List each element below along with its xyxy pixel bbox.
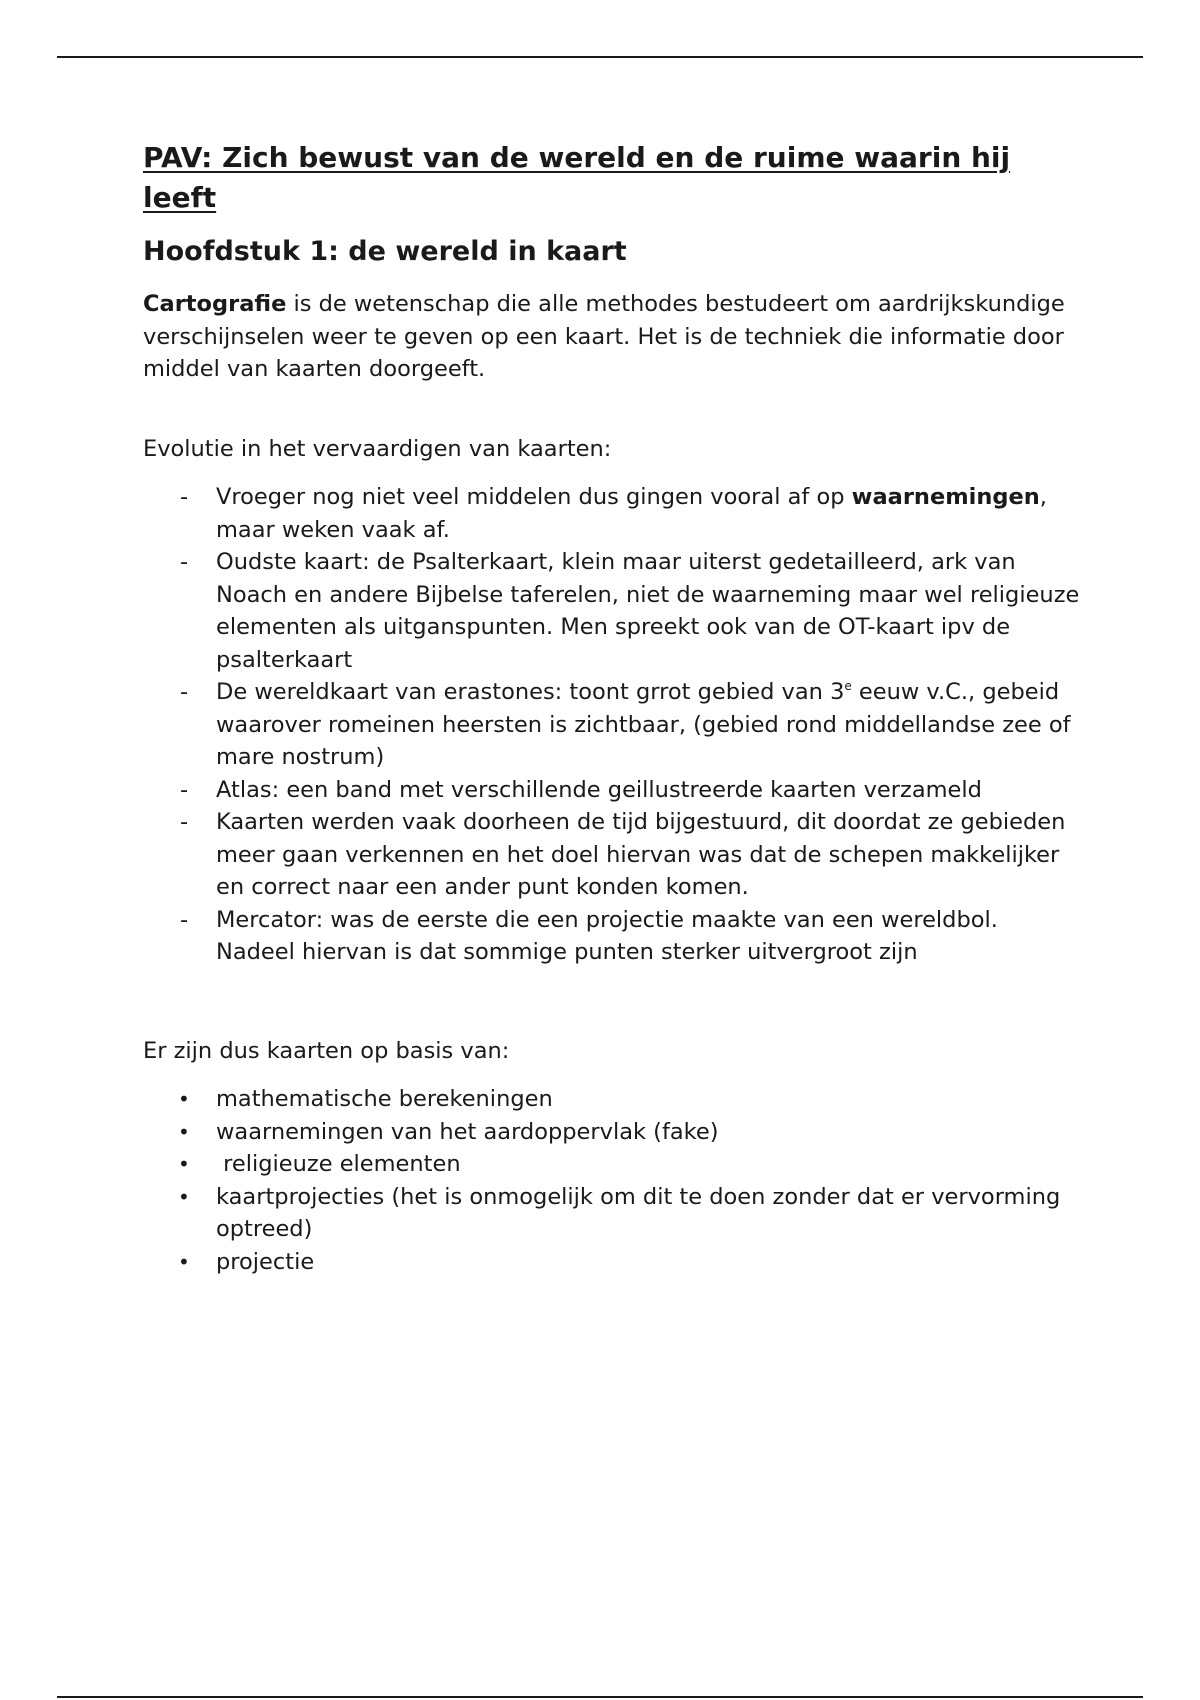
list-item-text: mathematische berekeningen <box>216 1086 553 1112</box>
list-item-text: Atlas: een band met verschillende geillustreerde kaarten verzameld <box>216 776 982 803</box>
dash-marker: - <box>180 679 189 705</box>
list-item-text: Kaarten werden vaak doorheen de tijd bijgestuurd, dit doordat ze gebieden meer gaan verkennen en het doel hiervan was dat de schepen makkelijker en correct naar een ander punt konden komen. <box>216 809 1066 900</box>
bullet-marker: • <box>178 1119 190 1144</box>
list-item-text: Oudste kaart: de Psalterkaart, klein maar uiterst gedetailleerd, ark van Noach en andere Bijbelse taferelen, niet de waarneming maar wel religieuze elementen als uitganspunten. Men spreekt ook van de OT-kaart ipv de psalterkaart <box>216 549 1080 673</box>
page-top-rule <box>57 56 1143 58</box>
bullet-marker: • <box>178 1087 190 1111</box>
list-item-text: , maar weken vaak af. <box>216 484 1047 543</box>
intro-paragraph <box>143 288 1083 386</box>
document-title: PAV: Zich bewust van de wereld en de ruime waarin hij leeft <box>143 141 1011 214</box>
list-item-text: waarnemingen van het aardoppervlak (fake) <box>216 1118 719 1145</box>
dash-marker: - <box>180 776 189 803</box>
bullet-marker: • <box>178 1249 190 1274</box>
list-item <box>143 481 1083 546</box>
list-item-text: Mercator: was de eerste die een projectie maakte van een wereldbol. Nadeel hiervan is dat sommige punten sterker uitvergroot zijn <box>216 906 998 965</box>
page-bottom-rule <box>57 1696 1143 1698</box>
document-body <box>143 138 1083 1278</box>
list-item <box>143 806 1083 904</box>
chapter-title: Hoofdstuk 1: de wereld in kaart <box>143 236 627 267</box>
dash-marker: - <box>180 484 189 510</box>
list-item-text: De wereldkaart van erastones: toont grrot gebied van 3 <box>216 679 845 705</box>
list-item <box>143 676 1083 774</box>
list-item <box>143 1246 1083 1279</box>
list-item-text: religieuze elementen <box>216 1151 461 1177</box>
list-item-bold: waarnemingen <box>851 484 1040 510</box>
superscript: e <box>844 679 852 693</box>
list-item-text: Vroeger nog niet veel middelen dus gingen vooral af op <box>216 484 852 510</box>
intro-text: is de wetenschap die alle methodes bestudeert om aardrijkskundige verschijnselen weer te geven op een kaart. Het is de techniek die informatie door middel van kaarten doorgeeft. <box>143 291 1065 382</box>
dash-marker: - <box>180 906 189 933</box>
list-item <box>143 1083 1083 1116</box>
evolution-list <box>143 481 1083 969</box>
list-item-text: eeuw v.C., gebeid waarover romeinen heersten is zichtbaar, (gebied rond middellandse zee of mare nostrum) <box>216 679 1071 770</box>
list-item <box>143 1148 1083 1181</box>
bullet-marker: • <box>178 1184 190 1209</box>
list-item <box>143 546 1083 676</box>
dash-marker: - <box>180 809 189 835</box>
list-item <box>143 1116 1083 1149</box>
list-item-text: projectie <box>216 1248 315 1275</box>
list-item <box>143 904 1083 969</box>
list-item <box>143 774 1083 807</box>
bullet-marker: • <box>178 1152 190 1176</box>
basis-heading: Er zijn dus kaarten op basis van: <box>143 1037 510 1064</box>
basis-list <box>143 1083 1083 1278</box>
evolution-heading: Evolutie in het vervaardigen van kaarten: <box>143 435 612 462</box>
list-item <box>143 1181 1083 1246</box>
intro-term: Cartografie <box>143 291 287 317</box>
list-item-text: kaartprojecties (het is onmogelijk om dit te doen zonder dat er vervorming optreed) <box>216 1183 1061 1242</box>
dash-marker: - <box>180 549 189 575</box>
